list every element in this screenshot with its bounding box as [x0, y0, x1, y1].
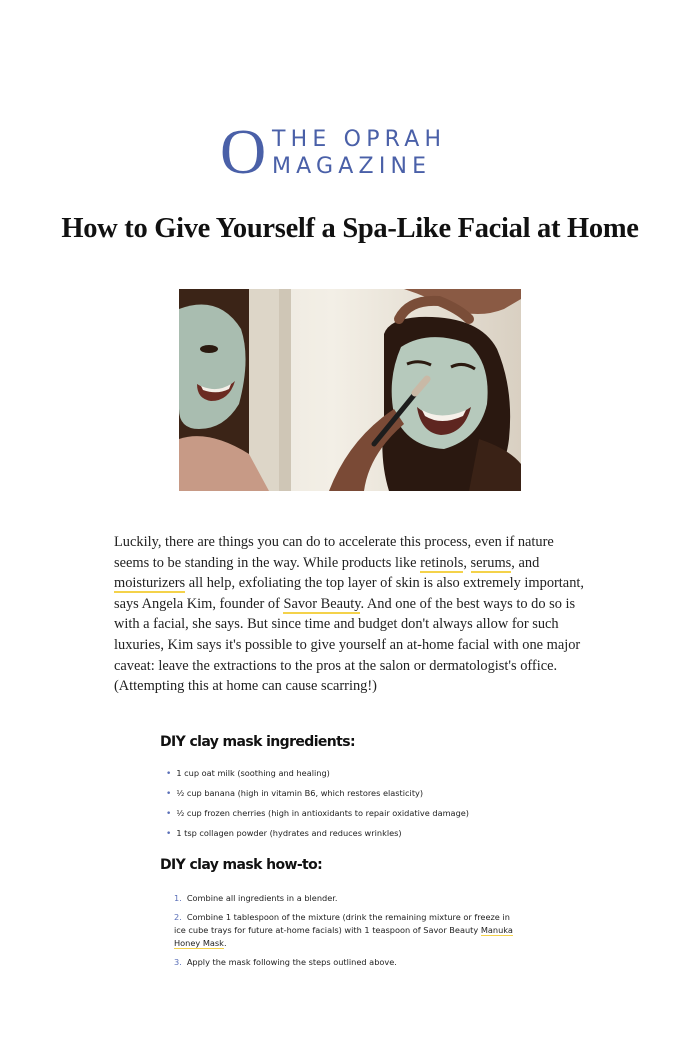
bullet-icon: •	[166, 789, 172, 799]
hero-image	[179, 289, 521, 491]
ingredients-list	[166, 766, 469, 846]
step-text: Combine 1 tablespoon of the mixture (drink the remaining mixture or freeze in ice cube trays for future at-home facials) with 1 teaspoon of Savor Beauty	[174, 912, 510, 935]
paragraph-text-3: , and	[511, 554, 540, 571]
brand-logo[interactable]	[220, 116, 490, 187]
list-item	[166, 766, 469, 786]
list-item-text: 1 cup oat milk (soothing and healing)	[176, 768, 330, 778]
step-item	[174, 892, 516, 905]
paragraph-text-1: Luckily, there are things you can do to accelerate this process, even if nature seems to be standing in the way. While products like	[114, 534, 554, 571]
step-text-end: .	[223, 938, 227, 948]
step-item	[174, 911, 516, 950]
bullet-icon: •	[166, 829, 172, 839]
paragraph-text-2: ,	[463, 554, 471, 571]
brand-logo-line-2: MAGAZINE	[272, 154, 432, 179]
list-item-text: ½ cup frozen cherries (high in antioxidants to repair oxidative damage)	[176, 808, 470, 818]
step-number: 2.	[174, 912, 182, 922]
step-text: Apply the mask following the steps outlined above.	[186, 957, 397, 967]
ingredients-heading: DIY clay mask ingredients:	[160, 734, 356, 750]
article-title: How to Give Yourself a Spa-Like Facial at Home	[61, 213, 639, 244]
article-paragraph	[114, 532, 592, 697]
howto-steps	[174, 892, 516, 975]
step-text: Combine all ingredients in a blender.	[186, 893, 338, 903]
list-item	[166, 806, 469, 826]
step-number: 1.	[174, 893, 182, 903]
step-item	[174, 956, 516, 969]
link-manuka-honey-mask[interactable]: Manuka Honey Mask	[174, 925, 513, 948]
step-number: 3.	[174, 957, 182, 967]
link-retinols[interactable]: retinols	[420, 554, 464, 571]
link-savor-beauty[interactable]: Savor Beauty	[283, 595, 361, 612]
brand-logo-line-1: THE OPRAH	[272, 127, 447, 152]
bullet-icon: •	[166, 769, 172, 779]
bullet-icon: •	[166, 809, 172, 819]
paragraph-text-5: . And one of the best ways to do so is with a facial, she says. But since time and budget don't always allow for such luxuries, Kim says it's possible to give yourself an at-home facial with one major caveat: leave the extractions to the pros at the salon or dermatologist's office. (Attempting this at home can cause scarring!)	[114, 595, 581, 695]
list-item	[166, 826, 469, 846]
link-serums[interactable]: serums	[470, 554, 512, 571]
paragraph-text-4: all help, exfoliating the top layer of skin is also extremely important, says Angela Kim, founder of	[114, 575, 584, 612]
list-item-text: 1 tsp collagen powder (hydrates and reduces wrinkles)	[176, 828, 402, 838]
link-moisturizers[interactable]: moisturizers	[114, 575, 186, 592]
list-item-text: ½ cup banana (high in vitamin B6, which restores elasticity)	[176, 788, 424, 798]
list-item	[166, 786, 469, 806]
brand-logo-letter: O	[220, 116, 267, 187]
howto-heading: DIY clay mask how-to:	[160, 857, 323, 873]
